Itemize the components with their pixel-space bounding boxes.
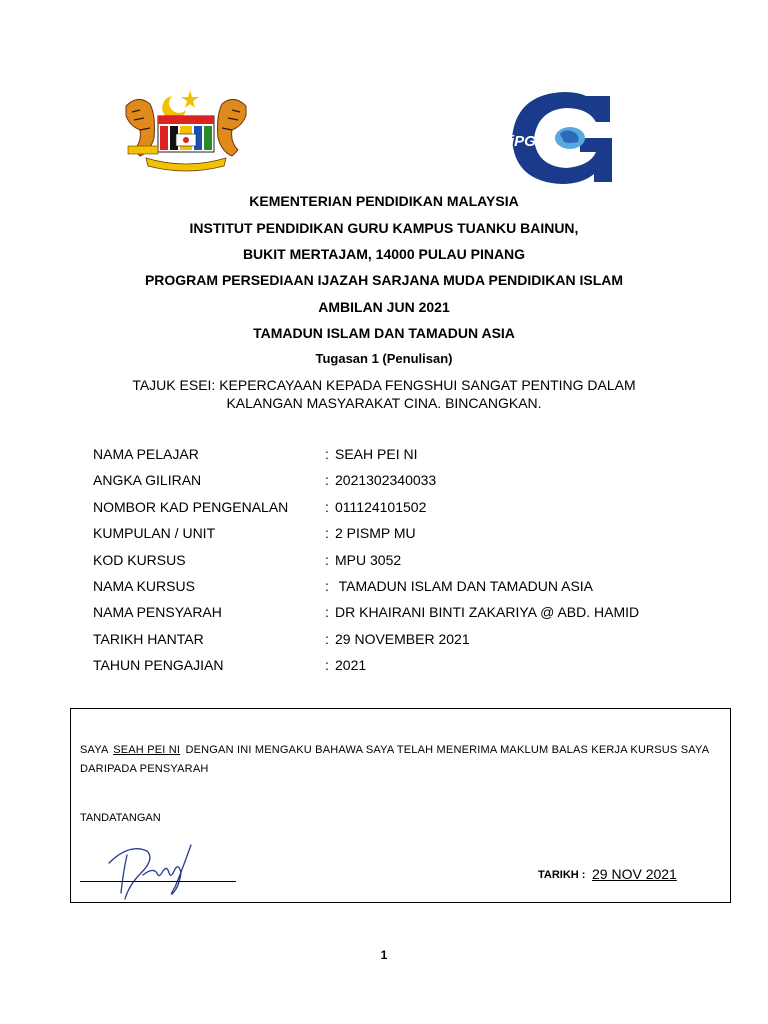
info-separator: : xyxy=(325,630,329,647)
info-value: TAMADUN ISLAM DAN TAMADUN ASIA xyxy=(335,577,594,594)
student-info-list xyxy=(93,445,693,683)
date-label: TARIKH : xyxy=(538,869,586,881)
info-label: TARIKH HANTAR xyxy=(93,630,204,647)
info-label: NOMBOR KAD PENGENALAN xyxy=(93,498,289,515)
ipg-logo xyxy=(508,92,614,184)
info-separator: : xyxy=(325,472,329,489)
info-value: 2 PISMP MU xyxy=(335,525,416,542)
info-label: ANGKA GILIRAN xyxy=(93,472,202,489)
info-row xyxy=(93,603,693,629)
declaration-body: DENGAN INI MENGAKU BAHAWA SAYA TELAH MENERIMA MAKLUM BALAS KERJA KURSUS SAYA DARIPADA PENSYARAH xyxy=(80,744,709,775)
handwritten-signature xyxy=(99,833,199,903)
coat-of-arms-logo xyxy=(120,86,252,172)
info-value: DR KHAIRANI BINTI ZAKARIYA @ ABD. HAMID xyxy=(335,604,640,621)
info-row xyxy=(93,445,693,471)
declaration-prefix: SAYA xyxy=(80,744,108,756)
intake-title: AMBILAN JUN 2021 xyxy=(318,299,450,315)
info-label: NAMA KURSUS xyxy=(93,577,195,594)
info-separator: : xyxy=(325,604,329,621)
info-label: KUMPULAN / UNIT xyxy=(93,525,216,542)
info-row xyxy=(93,471,693,497)
institute-address: BUKIT MERTAJAM, 14000 PULAU PINANG xyxy=(242,246,526,262)
info-row xyxy=(93,524,693,550)
info-label: KOD KURSUS xyxy=(93,551,186,568)
info-separator: : xyxy=(325,657,329,674)
essay-topic-line-2: KALANGAN MASYARAKAT CINA. BINCANGKAN. xyxy=(226,395,542,411)
info-separator: : xyxy=(325,498,329,515)
essay-topic xyxy=(100,376,668,412)
essay-topic-line-1: TAJUK ESEI: KEPERCAYAAN KEPADA FENGSHUI SANGAT PENTING DALAM xyxy=(132,377,636,393)
ministry-title: KEMENTERIAN PENDIDIKAN MALAYSIA xyxy=(249,193,519,209)
ipg-logo-text: iPG xyxy=(510,133,536,150)
info-row xyxy=(93,630,693,656)
declaration-text xyxy=(80,741,720,779)
program-title: PROGRAM PERSEDIAAN IJAZAH SARJANA MUDA PENDIDIKAN ISLAM xyxy=(144,272,624,288)
info-value: 011124101502 xyxy=(335,498,427,515)
info-separator: : xyxy=(325,525,329,542)
info-separator: : xyxy=(325,551,329,568)
info-row xyxy=(93,656,693,682)
signature-line xyxy=(80,881,236,882)
info-row xyxy=(93,577,693,603)
assignment-title: Tugasan 1 (Penulisan) xyxy=(315,351,453,366)
declaration-student-name: SEAH PEI NI xyxy=(113,744,181,756)
info-row xyxy=(93,551,693,577)
info-value: MPU 3052 xyxy=(335,551,402,568)
signature-label: TANDATANGAN xyxy=(80,812,161,824)
declaration-box xyxy=(70,708,731,903)
info-value: 29 NOVEMBER 2021 xyxy=(335,630,470,647)
institute-title: INSTITUT PENDIDIKAN GURU KAMPUS TUANKU BAINUN, xyxy=(189,220,579,236)
info-value: 2021302340033 xyxy=(335,472,437,489)
info-separator: : xyxy=(325,446,329,462)
info-label: TAHUN PENGAJIAN xyxy=(93,657,224,674)
info-value: SEAH PEI NI xyxy=(335,446,418,462)
info-label: NAMA PELAJAR xyxy=(93,446,199,462)
page-number: 1 xyxy=(380,948,388,962)
info-value: 2021 xyxy=(335,657,367,674)
date-value: 29 NOV 2021 xyxy=(592,866,677,882)
info-separator: : xyxy=(325,577,329,594)
info-label: NAMA PENSYARAH xyxy=(93,604,222,621)
info-row xyxy=(93,498,693,524)
course-title: TAMADUN ISLAM DAN TAMADUN ASIA xyxy=(253,325,515,341)
